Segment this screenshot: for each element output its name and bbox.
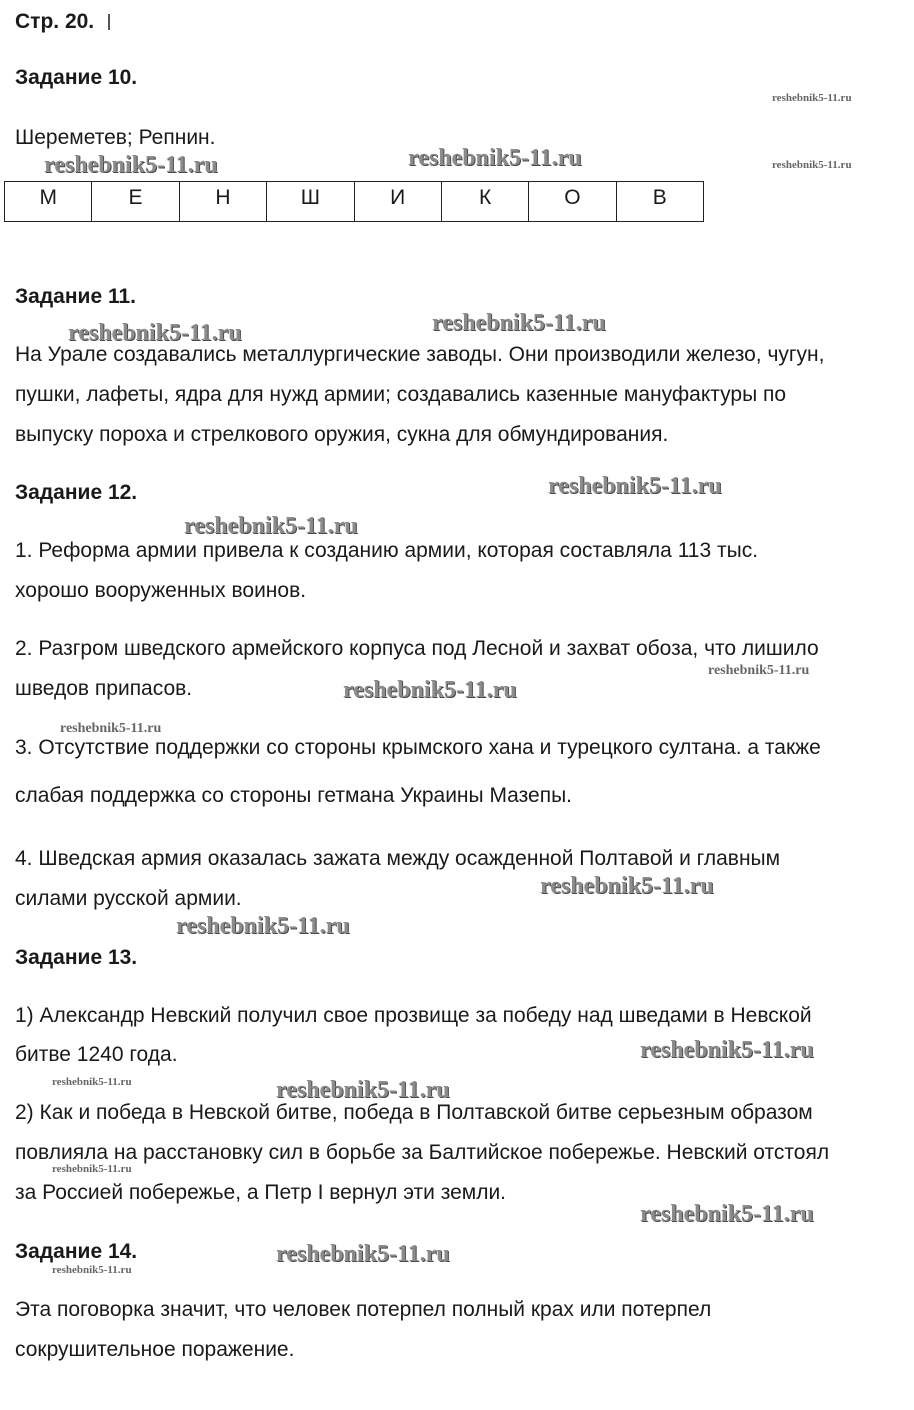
task11-line: выпуску пороха и стрелкового оружия, сукна для обмундирования. <box>15 423 669 446</box>
letter-cell: В <box>616 182 703 222</box>
task13-line: битве 1240 года. <box>15 1043 178 1066</box>
task12-heading: Задание 12. <box>15 481 138 504</box>
watermark: reshebnik5-11.ru <box>540 873 714 899</box>
task13-line: 2) Как и победа в Невской битве, победа в Полтавской битве серьезным образом <box>15 1101 813 1124</box>
watermark: reshebnik5-11.ru <box>52 1163 132 1175</box>
task10-answer: Шереметев; Репнин. <box>15 126 216 149</box>
watermark: reshebnik5-11.ru <box>60 721 162 736</box>
text-cursor <box>108 14 110 30</box>
task11-line: пушки, лафеты, ядра для нужд армии; создавались казенные мануфактуры по <box>15 383 787 406</box>
task13-line: повлияла на расстановку сил в борьбе за Балтийское побережье. Невский отстоял <box>15 1141 830 1164</box>
task12-line: 4. Шведская армия оказалась зажата между осажденной Полтавой и главным <box>15 847 781 870</box>
letter-cell: К <box>441 182 528 222</box>
task13-line: за Россией побережье, а Петр I вернул эти земли. <box>15 1181 507 1204</box>
letter-grid <box>4 181 704 222</box>
task13-line: 1) Александр Невский получил свое прозвище за победу над шведами в Невской <box>15 1004 812 1027</box>
task13-heading: Задание 13. <box>15 946 138 969</box>
watermark: reshebnik5-11.ru <box>640 1037 814 1063</box>
letter-cell: М <box>5 182 92 222</box>
watermark: reshebnik5-11.ru <box>343 677 517 703</box>
watermark: reshebnik5-11.ru <box>432 310 606 336</box>
watermark: reshebnik5-11.ru <box>772 92 852 104</box>
watermark: reshebnik5-11.ru <box>176 913 350 939</box>
watermark: reshebnik5-11.ru <box>184 513 358 539</box>
task14-heading: Задание 14. <box>15 1240 138 1263</box>
task14-line: Эта поговорка значит, что человек потерпел полный крах или потерпел <box>15 1298 712 1321</box>
task14-line: сокрушительное поражение. <box>15 1338 295 1361</box>
task12-line: 1. Реформа армии привела к созданию армии, которая составляла 113 тыс. <box>15 539 759 562</box>
task12-line: 3. Отсутствие поддержки со стороны крымского хана и турецкого султана. а также <box>15 736 821 759</box>
letter-cell: Е <box>92 182 179 222</box>
letter-cell: О <box>529 182 616 222</box>
page-label: Стр. 20. <box>15 10 95 33</box>
watermark: reshebnik5-11.ru <box>708 663 810 678</box>
watermark: reshebnik5-11.ru <box>772 159 852 171</box>
task12-line: хорошо вооруженных воинов. <box>15 579 307 602</box>
task11-line: На Урале создавались металлургические заводы. Они производили железо, чугун, <box>15 343 825 366</box>
watermark: reshebnik5-11.ru <box>52 1076 132 1088</box>
watermark: reshebnik5-11.ru <box>68 320 242 346</box>
task12-line: 2. Разгром шведского армейского корпуса под Лесной и захват обоза, что лишило <box>15 637 819 660</box>
task11-heading: Задание 11. <box>15 285 136 308</box>
watermark: reshebnik5-11.ru <box>52 1264 132 1276</box>
watermark: reshebnik5-11.ru <box>276 1241 450 1267</box>
task10-heading: Задание 10. <box>15 66 138 89</box>
letter-cell: Ш <box>267 182 354 222</box>
watermark: reshebnik5-11.ru <box>640 1201 814 1227</box>
letter-cell: Н <box>179 182 266 222</box>
letter-cell: И <box>354 182 441 222</box>
task12-line: слабая поддержка со стороны гетмана Украины Мазепы. <box>15 784 572 807</box>
watermark: reshebnik5-11.ru <box>548 473 722 499</box>
watermark: reshebnik5-11.ru <box>408 145 582 171</box>
task12-line: шведов припасов. <box>15 677 193 700</box>
task12-line: силами русской армии. <box>15 887 242 910</box>
watermark: reshebnik5-11.ru <box>276 1077 450 1103</box>
watermark: reshebnik5-11.ru <box>44 152 218 178</box>
